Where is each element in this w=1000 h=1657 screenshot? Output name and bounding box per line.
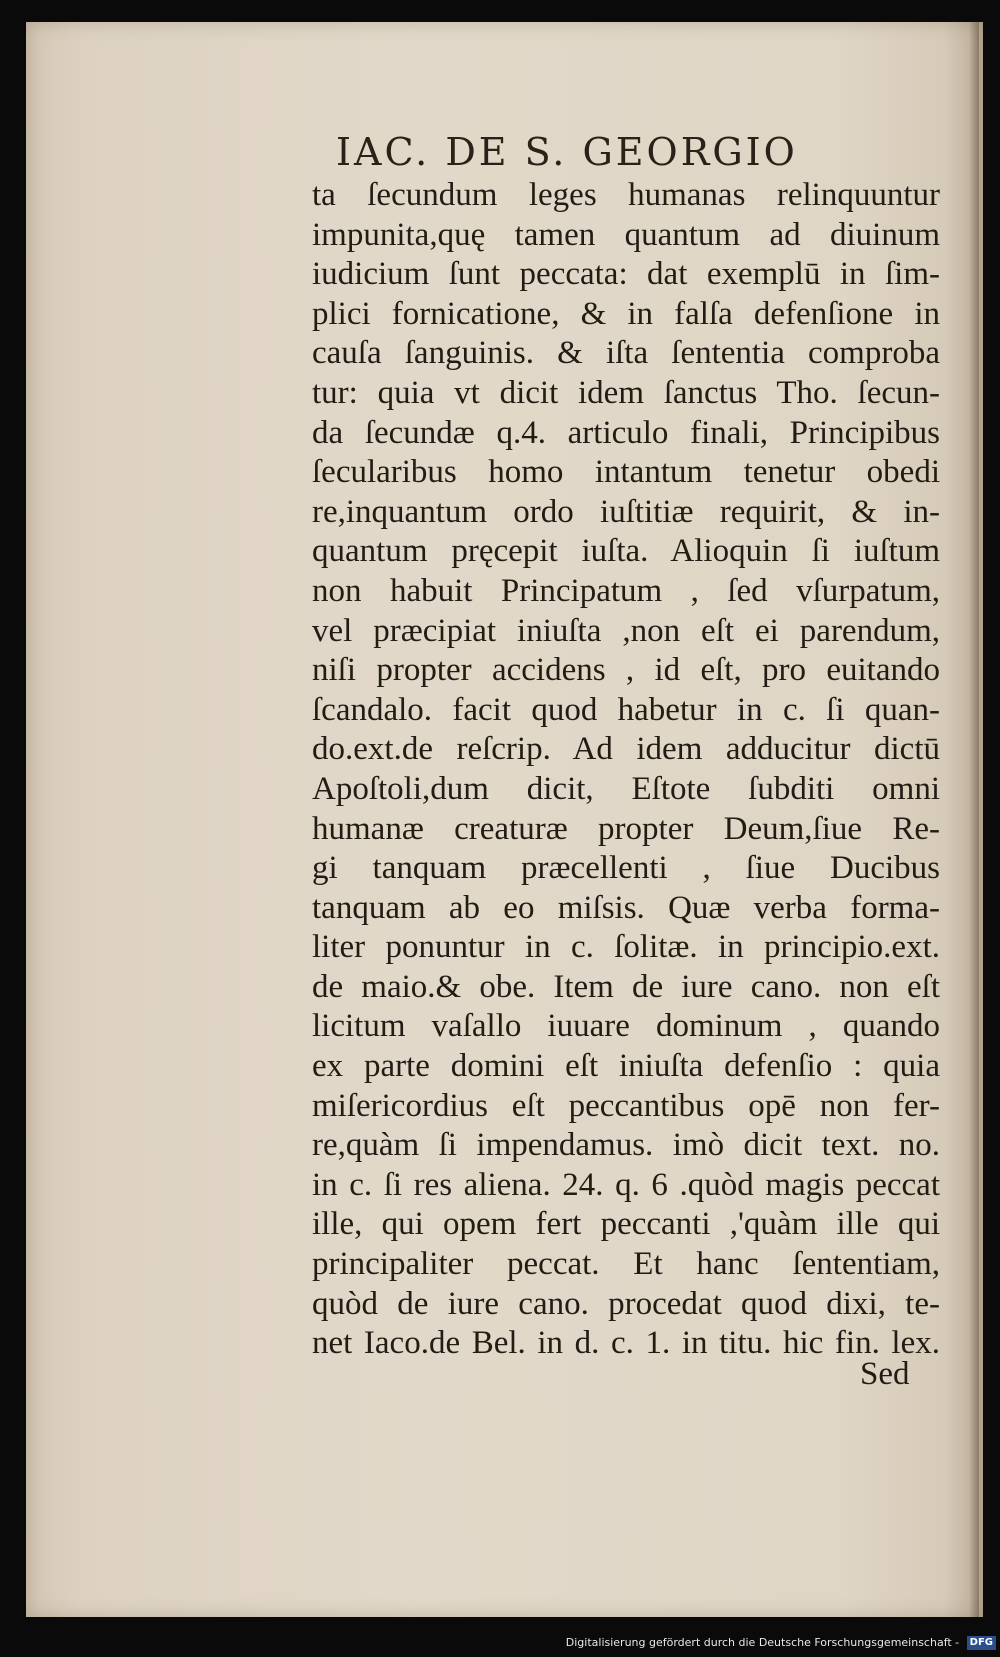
text-line: niſi propter accidens , id eſt, pro euitando <box>312 652 940 689</box>
text-line: quantum pręcepit iuſta. Alioquin ſi iuſtum <box>312 533 940 570</box>
text-line: licitum vaſallo iuuare dominum , quando <box>312 1008 940 1045</box>
body-text <box>312 176 940 1364</box>
text-line: vel præcipiat iniuſta ,non eſt ei parendum, <box>312 612 940 649</box>
text-line: tanquam ab eo miſsis. Quæ verba forma- <box>312 889 940 926</box>
dfg-logo: DFG <box>967 1636 996 1650</box>
text-line: in c. ſi res aliena. 24. q. 6 .quòd magis peccat <box>312 1166 940 1203</box>
page-edge-shadow <box>969 22 979 1617</box>
text-line: ille, qui opem fert peccanti ,'quàm ille qui <box>312 1206 940 1243</box>
text-line: cauſa ſanguinis. & iſta ſententia comproba <box>312 335 940 372</box>
text-line: net Iaco.de Bel. in d. c. 1. in titu. hic fin. lex. <box>312 1325 940 1362</box>
text-line: do.ext.de reſcrip. Ad idem adducitur dictū <box>312 731 940 768</box>
text-line: iudicium ſunt peccata: dat exemplū in ſim- <box>312 256 940 293</box>
text-line: gi tanquam præcellenti , ſiue Ducibus <box>312 850 940 887</box>
text-line: miſericordius eſt peccantibus opē non fer- <box>312 1087 940 1124</box>
text-line: tur: quia vt dicit idem ſanctus Tho. ſecun- <box>312 374 940 411</box>
text-line: re,quàm ſi impendamus. imò dicit text. no. <box>312 1127 940 1164</box>
text-line: quòd de iure cano. procedat quod dixi, te- <box>312 1285 940 1322</box>
digitization-credit <box>520 1636 996 1654</box>
text-line: humanæ creaturæ propter Deum,ſiue Re- <box>312 810 940 847</box>
text-line: principaliter peccat. Et hanc ſententiam, <box>312 1246 940 1283</box>
text-line: da ſecundæ q.4. articulo finali, Principibus <box>312 414 940 451</box>
text-line: ex parte domini eſt iniuſta defenſio : quia <box>312 1048 940 1085</box>
text-line: ſecularibus homo intantum tenetur obedi <box>312 454 940 491</box>
text-line: ta ſecundum leges humanas relinquuntur <box>312 177 940 213</box>
text-line: Apoſtoli,dum dicit, Eſtote ſubditi omni <box>312 770 940 807</box>
credit-text: Digitalisierung gefördert durch die Deutsche Forschungsgemeinschaft - <box>565 1636 960 1649</box>
running-head: IAC. DE S. GEORGIO <box>336 130 798 174</box>
text-line: re,inquantum ordo iuſtitiæ requirit, & in- <box>312 493 940 530</box>
text-line: ſcandalo. facit quod habetur in c. ſi quan- <box>312 691 940 728</box>
text-line: liter ponuntur in c. ſolitæ. in principio.ext. <box>312 929 940 966</box>
text-line: non habuit Principatum , ſed vſurpatum, <box>312 572 940 609</box>
text-line: plici fornicatione, & in falſa defenſione in <box>312 295 940 332</box>
text-line: impunita,quę tamen quantum ad diuinum <box>312 216 940 253</box>
text-line: de maio.& obe. Item de iure cano. non eſt <box>312 968 940 1005</box>
catchword: Sed <box>860 1356 910 1392</box>
